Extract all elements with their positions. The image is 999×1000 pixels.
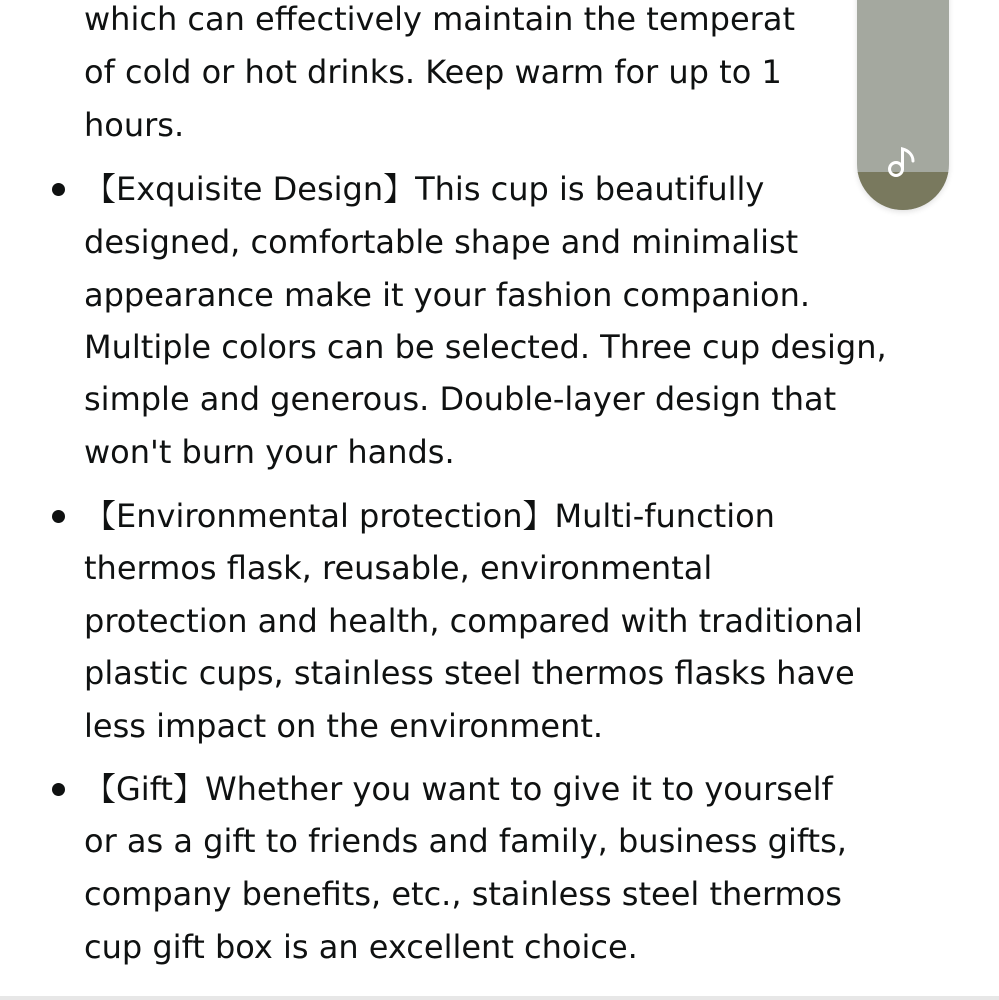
bullet-2-line-4: Multiple colors can be selected. Three cup design, — [84, 328, 887, 366]
bullet-3-line-2: thermos flask, reusable, environmental — [84, 549, 713, 587]
bullet-3-line-1: 【Environmental protection】Multi-function — [84, 497, 775, 535]
floating-music-widget[interactable] — [857, 0, 949, 210]
divider — [0, 996, 999, 1000]
bullet-4-line-1: 【Gift】Whether you want to give it to yourself — [84, 770, 833, 808]
bullet-4-line-3: company benefits, etc., stainless steel thermos — [84, 875, 842, 913]
bullet-1-line-2: of cold or hot drinks. Keep warm for up to 1 — [84, 53, 782, 91]
bullet-4-line-4: cup gift box is an excellent choice. — [84, 928, 638, 966]
bullet-3-line-3: protection and health, compared with traditional — [84, 602, 863, 640]
bullet-2-line-6: won't burn your hands. — [84, 433, 455, 471]
bullet-2-line-3: appearance make it your fashion companion. — [84, 276, 811, 314]
bullet-3-line-5: less impact on the environment. — [84, 707, 604, 745]
music-note-icon — [885, 143, 921, 179]
bullet-dot — [52, 783, 65, 796]
bullet-dot — [52, 510, 65, 523]
bullet-dot — [52, 183, 65, 196]
bullet-2-line-2: designed, comfortable shape and minimalist — [84, 223, 799, 261]
bullet-1-line-1: which can effectively maintain the temperat — [84, 0, 795, 38]
bullet-2-line-5: simple and generous. Double-layer design that — [84, 380, 837, 418]
bullet-4-line-2: or as a gift to friends and family, business gifts, — [84, 822, 847, 860]
bullet-3-line-4: plastic cups, stainless steel thermos flasks have — [84, 654, 855, 692]
bullet-1-line-3: hours. — [84, 106, 185, 144]
bullet-2-line-1: 【Exquisite Design】This cup is beautifully — [84, 170, 765, 208]
